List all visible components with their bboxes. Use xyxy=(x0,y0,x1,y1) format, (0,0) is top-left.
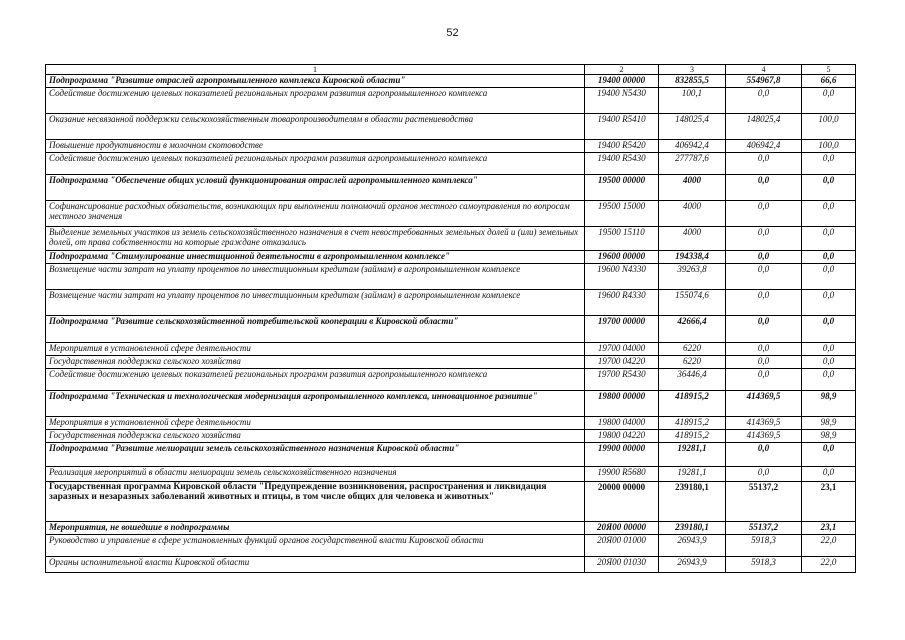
table-row xyxy=(46,391,856,417)
row-name: Содействие достижению целевых показателей региональных программ развития агропромышленного комплекса xyxy=(46,153,585,175)
row-value-5: 100,0 xyxy=(802,140,856,153)
table-row xyxy=(46,343,856,356)
table-row xyxy=(46,227,856,251)
row-value-3: 4000 xyxy=(659,175,726,201)
row-value-5: 66,6 xyxy=(802,75,856,88)
row-code: 19400 N5430 xyxy=(585,88,659,114)
row-name: Возмещение части затрат на уплату процентов по инвестиционным кредитам (займам) в агропромышленном комплексе xyxy=(46,290,585,316)
row-code: 19700 R5430 xyxy=(585,369,659,391)
table-row xyxy=(46,467,856,482)
row-name: Государственная программа Кировской области "Предупреждение возникновения, распространения и ликвидация заразных и незаразных заболеваний животных и птицы, в том числе общих для человека и животных" xyxy=(46,482,585,522)
header-col-2: 2 xyxy=(585,65,659,75)
row-value-5: 0,0 xyxy=(802,316,856,343)
row-name: Содействие достижению целевых показателей региональных программ развития агропромышленного комплекса xyxy=(46,369,585,391)
row-value-3: 239180,1 xyxy=(659,522,726,535)
row-name: Возмещение части затрат на уплату процентов по инвестиционным кредитам (займам) в агропромышленном комплексе xyxy=(46,264,585,290)
row-code: 20000 00000 xyxy=(585,482,659,522)
table-row xyxy=(46,369,856,391)
header-col-5: 5 xyxy=(802,65,856,75)
row-value-4: 148025,4 xyxy=(726,114,802,140)
row-name: Повышение продуктивности в молочном скотоводстве xyxy=(46,140,585,153)
header-row xyxy=(46,65,856,75)
table-row xyxy=(46,75,856,88)
row-code: 19900 R5680 xyxy=(585,467,659,482)
table-row xyxy=(46,153,856,175)
row-code: 19600 N4330 xyxy=(585,264,659,290)
row-code: 19700 04220 xyxy=(585,356,659,369)
row-value-3: 4000 xyxy=(659,201,726,227)
row-value-4: 55137,2 xyxy=(726,522,802,535)
table-row xyxy=(46,417,856,430)
row-name: Подпрограмма "Обеспечение общих условий функционирования отраслей агропромышленного комплекса" xyxy=(46,175,585,201)
row-value-4: 0,0 xyxy=(726,251,802,264)
page-number: 52 xyxy=(446,27,459,39)
table-row xyxy=(46,443,856,467)
row-value-3: 239180,1 xyxy=(659,482,726,522)
row-value-5: 98,9 xyxy=(802,391,856,417)
row-value-4: 5918,3 xyxy=(726,535,802,557)
row-value-5: 0,0 xyxy=(802,251,856,264)
row-value-5: 22,0 xyxy=(802,535,856,557)
row-value-3: 6220 xyxy=(659,343,726,356)
row-value-4: 0,0 xyxy=(726,443,802,467)
row-value-3: 418915,2 xyxy=(659,391,726,417)
row-code: 19400 R5410 xyxy=(585,114,659,140)
header-col-1: 1 xyxy=(46,65,585,75)
row-value-3: 418915,2 xyxy=(659,430,726,443)
row-value-5: 0,0 xyxy=(802,356,856,369)
row-code: 19600 00000 xyxy=(585,251,659,264)
row-code: 20Я00 01030 xyxy=(585,557,659,573)
row-value-4: 0,0 xyxy=(726,467,802,482)
row-name: Софинансирование расходных обязательств, возникающих при выполнении полномочий органов местного самоуправления по вопросам местного значения xyxy=(46,201,585,227)
table-row xyxy=(46,535,856,557)
row-value-3: 148025,4 xyxy=(659,114,726,140)
row-value-3: 155074,6 xyxy=(659,290,726,316)
row-code: 19700 00000 xyxy=(585,316,659,343)
row-name: Подпрограмма "Техническая и технологическая модернизация агропромышленного комплекса, инновационное развитие" xyxy=(46,391,585,417)
row-name: Мероприятия в установленной сфере деятельности xyxy=(46,417,585,430)
table-row xyxy=(46,264,856,290)
row-name: Содействие достижению целевых показателей региональных программ развития агропромышленного комплекса xyxy=(46,88,585,114)
row-value-5: 98,9 xyxy=(802,417,856,430)
row-value-4: 0,0 xyxy=(726,264,802,290)
table-row xyxy=(46,114,856,140)
row-name: Подпрограмма "Стимулирование инвестиционной деятельности в агропромышленном комплексе" xyxy=(46,251,585,264)
table-row xyxy=(46,201,856,227)
row-value-4: 0,0 xyxy=(726,201,802,227)
table-row xyxy=(46,356,856,369)
row-name: Подпрограмма "Развитие сельскохозяйственной потребительской кооперации в Кировской области" xyxy=(46,316,585,343)
row-code: 19500 15000 xyxy=(585,201,659,227)
row-value-3: 26943,9 xyxy=(659,535,726,557)
row-code: 19800 04220 xyxy=(585,430,659,443)
table-row xyxy=(46,557,856,573)
row-value-3: 832855,5 xyxy=(659,75,726,88)
row-value-5: 0,0 xyxy=(802,227,856,251)
row-code: 20Я00 01000 xyxy=(585,535,659,557)
row-value-3: 26943,9 xyxy=(659,557,726,573)
row-value-4: 5918,3 xyxy=(726,557,802,573)
row-value-3: 194338,4 xyxy=(659,251,726,264)
row-name: Реализация мероприятий в области мелиорации земель сельскохозяйственного назначения xyxy=(46,467,585,482)
row-name: Руководство и управление в сфере установленных функций органов государственной власти Кировской области xyxy=(46,535,585,557)
row-code: 19500 00000 xyxy=(585,175,659,201)
row-value-3: 19281,1 xyxy=(659,443,726,467)
row-value-4: 0,0 xyxy=(726,88,802,114)
row-value-3: 277787,6 xyxy=(659,153,726,175)
row-value-3: 19281,1 xyxy=(659,467,726,482)
row-value-5: 23,1 xyxy=(802,482,856,522)
row-value-5: 0,0 xyxy=(802,264,856,290)
row-value-4: 0,0 xyxy=(726,227,802,251)
row-value-4: 0,0 xyxy=(726,175,802,201)
row-name: Мероприятия в установленной сфере деятельности xyxy=(46,343,585,356)
row-value-3: 6220 xyxy=(659,356,726,369)
table-row xyxy=(46,88,856,114)
header-col-3: 3 xyxy=(659,65,726,75)
row-value-4: 55137,2 xyxy=(726,482,802,522)
row-name: Мероприятия, не вошедшие в подпрограммы xyxy=(46,522,585,535)
row-value-4: 414369,5 xyxy=(726,430,802,443)
row-value-5: 98,9 xyxy=(802,430,856,443)
row-value-5: 0,0 xyxy=(802,153,856,175)
row-name: Выделение земельных участков из земель сельскохозяйственного назначения в счет невостребованных земельных долей и (или) земельных долей, от права собственности на которые граждане отказались xyxy=(46,227,585,251)
row-value-5: 0,0 xyxy=(802,88,856,114)
row-name: Подпрограмма "Развитие отраслей агропромышленного комплекса Кировской области" xyxy=(46,75,585,88)
row-value-5: 22,0 xyxy=(802,557,856,573)
row-value-4: 0,0 xyxy=(726,356,802,369)
row-name: Государственная поддержка сельского хозяйства xyxy=(46,356,585,369)
table-row xyxy=(46,290,856,316)
row-value-3: 39263,8 xyxy=(659,264,726,290)
table-row xyxy=(46,316,856,343)
row-value-4: 406942,4 xyxy=(726,140,802,153)
table-row xyxy=(46,522,856,535)
row-value-5: 0,0 xyxy=(802,467,856,482)
row-value-4: 0,0 xyxy=(726,369,802,391)
row-value-3: 100,1 xyxy=(659,88,726,114)
row-code: 19800 04000 xyxy=(585,417,659,430)
row-code: 19700 04000 xyxy=(585,343,659,356)
row-code: 19800 00000 xyxy=(585,391,659,417)
row-name: Подпрограмма "Развитие мелиорации земель сельскохозяйственного назначения Кировской области" xyxy=(46,443,585,467)
row-value-3: 4000 xyxy=(659,227,726,251)
row-value-5: 0,0 xyxy=(802,443,856,467)
row-value-4: 0,0 xyxy=(726,343,802,356)
row-code: 19500 15110 xyxy=(585,227,659,251)
row-code: 20Я00 00000 xyxy=(585,522,659,535)
row-value-5: 0,0 xyxy=(802,175,856,201)
row-code: 19600 R4330 xyxy=(585,290,659,316)
row-value-5: 0,0 xyxy=(802,343,856,356)
table-row xyxy=(46,175,856,201)
row-code: 19900 00000 xyxy=(585,443,659,467)
row-value-4: 0,0 xyxy=(726,153,802,175)
row-name: Оказание несвязанной поддержки сельскохозяйственным товаропроизводителям в области растениеводства xyxy=(46,114,585,140)
row-code: 19400 00000 xyxy=(585,75,659,88)
table-row xyxy=(46,140,856,153)
table-row xyxy=(46,430,856,443)
budget-table xyxy=(45,64,856,573)
row-value-5: 0,0 xyxy=(802,290,856,316)
row-value-3: 42666,4 xyxy=(659,316,726,343)
row-value-5: 100,0 xyxy=(802,114,856,140)
row-value-4: 0,0 xyxy=(726,290,802,316)
row-value-5: 0,0 xyxy=(802,201,856,227)
row-value-3: 36446,4 xyxy=(659,369,726,391)
row-value-3: 406942,4 xyxy=(659,140,726,153)
row-value-4: 0,0 xyxy=(726,316,802,343)
header-col-4: 4 xyxy=(726,65,802,75)
row-name: Органы исполнительной власти Кировской области xyxy=(46,557,585,573)
row-value-3: 418915,2 xyxy=(659,417,726,430)
table-row xyxy=(46,482,856,522)
row-value-5: 23,1 xyxy=(802,522,856,535)
row-value-4: 554967,8 xyxy=(726,75,802,88)
row-code: 19400 R5430 xyxy=(585,153,659,175)
row-value-4: 414369,5 xyxy=(726,391,802,417)
row-value-5: 0,0 xyxy=(802,369,856,391)
table-row xyxy=(46,251,856,264)
row-name: Государственная поддержка сельского хозяйства xyxy=(46,430,585,443)
row-value-4: 414369,5 xyxy=(726,417,802,430)
row-code: 19400 R5420 xyxy=(585,140,659,153)
